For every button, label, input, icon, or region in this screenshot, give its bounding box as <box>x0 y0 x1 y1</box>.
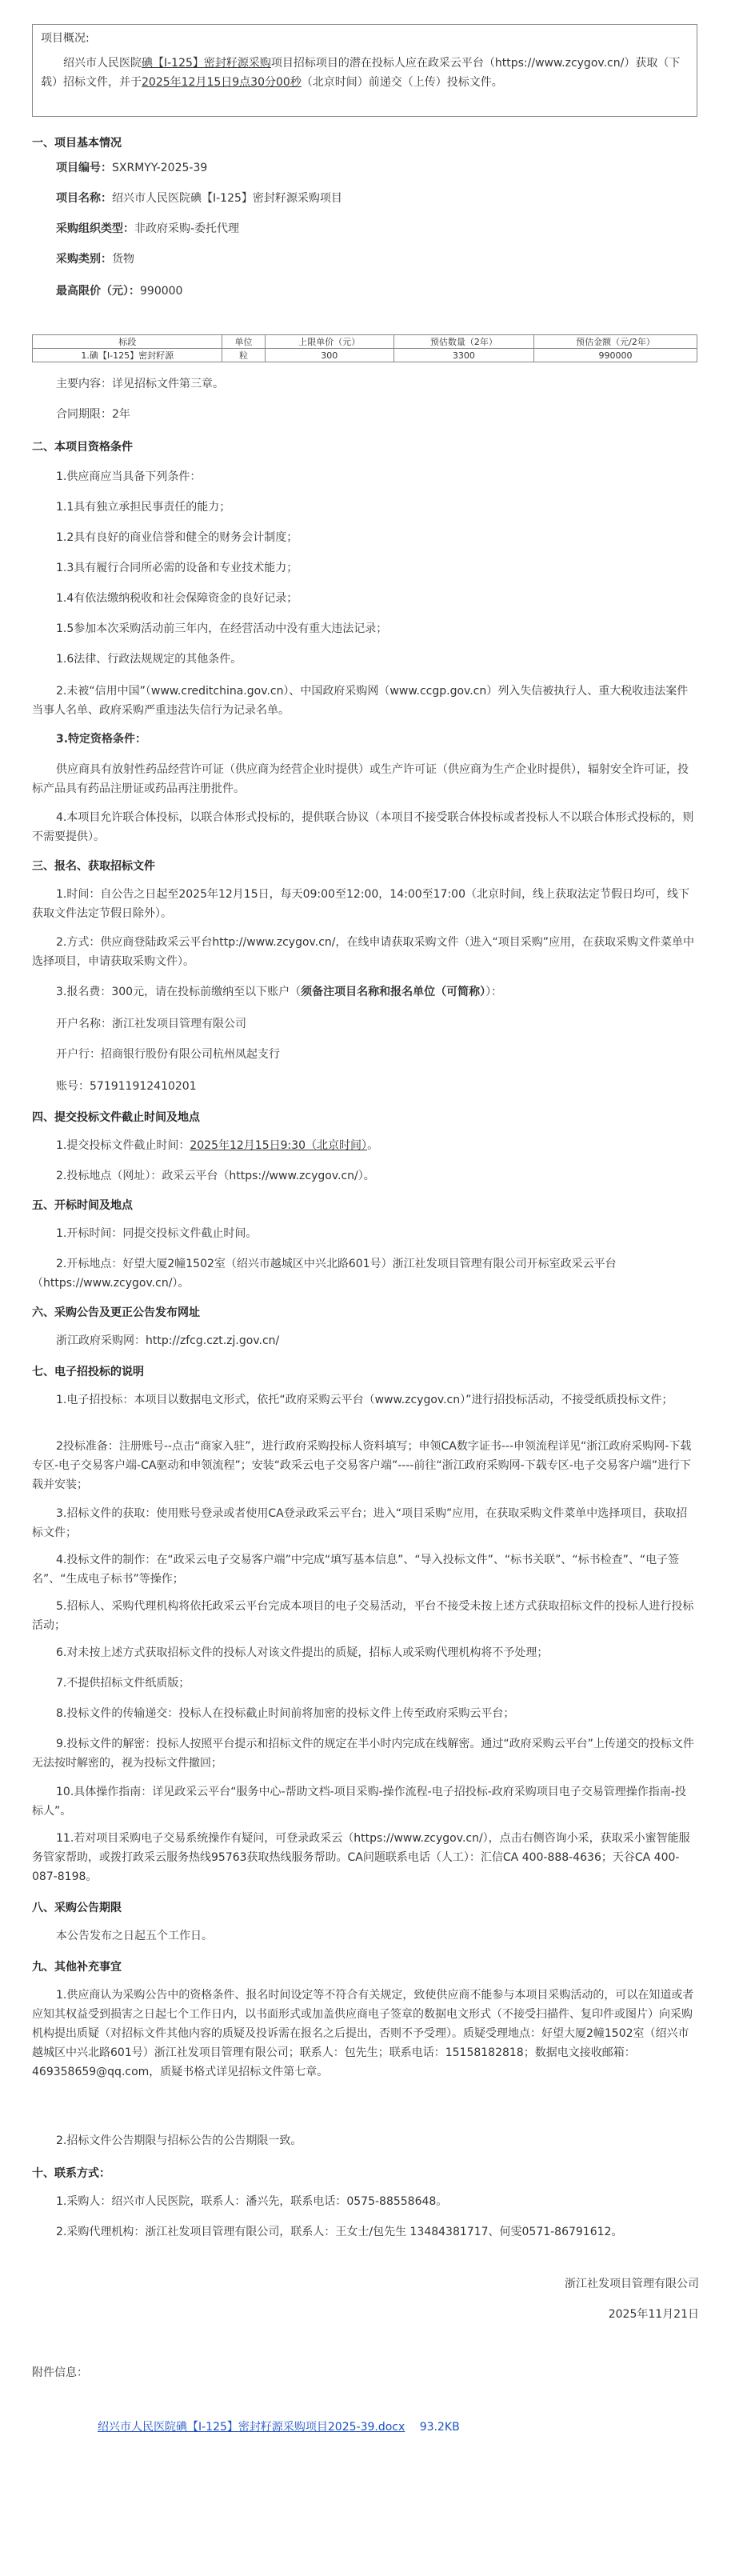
qual-item-4: 4.本项目允许联合体投标，以联合体形式投标的，提供联合协议（本项目不接受联合体投标或者投标人不以联合体形式投标的，则不需要提供）。 <box>32 811 694 843</box>
qual-item-3-title: 3.特定资格条件： <box>56 733 147 746</box>
section-9-title: 九、其他补充事宜 <box>32 1961 122 1974</box>
procurement-category: 采购类别：货物 <box>56 253 134 266</box>
section-10-title: 十、联系方式： <box>32 2167 110 2180</box>
opening-location: 2.开标地点：好望大厦2幢1502室（绍兴市越城区中兴北路601号）浙江社发项目管理有限公司开标室政采云平台（https://www.zcygov.cn/）。 <box>32 1258 617 1290</box>
submit-deadline: 1.提交投标文件截止时间：2025年12月15日9:30（北京时间）。 <box>56 1139 379 1152</box>
qual-item: 1.4有依法缴纳税收和社会保障资金的良好记录； <box>56 592 298 605</box>
signup-time: 1.时间：自公告之日起至2025年12月15日，每天09:00至12:00，14:00至17:00（北京时间，线上获取法定节假日均可，线下获取文件法定节假日除外）。 <box>32 888 689 920</box>
e-bid-item: 2投标准备：注册账号--点击“商家入驻”，进行政府采购投标人资料填写；申领CA数字证书---申领流程详见“浙江政府采购网-下载专区-电子交易客户端-CA驱动和申领流程”；安装“政采云电子交易客户端”----前往“浙江政府采购网-下载专区-电子交易客户端”进行下载并安装； <box>32 1440 692 1491</box>
e-bid-item: 8.投标文件的传输递交：投标人在投标截止时间前将加密的投标文件上传至政府采购云平台； <box>56 1707 515 1720</box>
table-header: 预估数量（2年） <box>393 335 533 349</box>
table-cell: 1.碘【I-125】密封籽源 <box>33 349 222 362</box>
section-5-title: 五、开标时间及地点 <box>32 1199 133 1212</box>
bank-name: 开户行：招商银行股份有限公司杭州凤起支行 <box>56 1048 280 1061</box>
footer-company: 浙江社发项目管理有限公司 <box>565 2278 699 2290</box>
signup-fee: 3.报名费：300元，请在投标前缴纳至以下账户（须备注项目名称和报名单位（可简称））： <box>56 986 503 998</box>
table-header: 标段 <box>33 335 222 349</box>
section-3-title: 三、报名、获取招标文件 <box>32 860 155 873</box>
attachment-size: 93.2KB <box>419 2421 460 2434</box>
e-bid-item: 6.对未按上述方式获取招标文件的投标人对该文件提出的质疑，招标人或采购代理机构将不予处理； <box>56 1646 549 1659</box>
section-2-title: 二、本项目资格条件 <box>32 441 133 454</box>
contract-period: 合同期限：2年 <box>56 408 130 421</box>
main-content: 主要内容：详见招标文件第三章。 <box>56 378 224 390</box>
section-4-title: 四、提交投标文件截止时间及地点 <box>32 1111 200 1124</box>
overview-text <box>41 54 689 92</box>
e-bid-item: 7.不提供招标文件纸质版； <box>56 1677 190 1690</box>
attachment-row <box>98 2418 731 2437</box>
e-bid-item: 10.具体操作指南：详见政采云平台“服务中心-帮助文档-项目采购-操作流程-电子招投标-政府采购项目电子交易管理操作指南-投标人”。 <box>32 1786 686 1818</box>
attachment-file-link[interactable]: 绍兴市人民医院碘【I-125】密封籽源采购项目2025-39.docx <box>98 2421 405 2434</box>
account-number: 账号：571911912410201 <box>56 1080 197 1093</box>
e-bid-item: 9.投标文件的解密：投标人按照平台提示和招标文件的规定在半小时内完成在线解密。通过“政府采购云平台”上传递交的投标文件无法按时解密的，视为投标文件撤回； <box>32 1738 694 1770</box>
table-cell: 990000 <box>533 349 697 362</box>
section-1-title: 一、项目基本情况 <box>32 137 122 150</box>
procurement-org-type: 采购组织类型：非政府采购-委托代理 <box>56 222 240 235</box>
qual-item: 1.3具有履行合同所必需的设备和专业技术能力； <box>56 562 298 574</box>
overview-before: 绍兴市人民医院 <box>63 57 142 70</box>
qual-item: 1.5参加本次采购活动前三年内，在经营活动中没有重大违法记录； <box>56 622 388 635</box>
publish-url: 浙江政府采购网：http://zfcg.czt.zj.gov.cn/ <box>56 1334 280 1347</box>
overview-caption: 项目概况: <box>41 32 90 45</box>
table-header: 上限单价（元） <box>265 335 393 349</box>
qual-item: 1.2具有良好的商业信誉和健全的财务会计制度； <box>56 531 298 544</box>
project-name: 项目名称：绍兴市人民医院碘【I-125】密封籽源采购项目 <box>56 192 342 205</box>
e-bid-item: 11.若对项目采购电子交易系统操作有疑问，可登录政采云（https://www.zcygov.cn/），点击右侧咨询小采，获取采小蜜智能服务管家帮助，或拨打政采云服务热线95763获取热线服务帮助。CA问题联系电话（人工）：汇信CA 400-888-4636；天谷CA 400-087-8198。 <box>32 1832 690 1883</box>
attachments-label: 附件信息： <box>32 2366 88 2379</box>
opening-time: 1.开标时间：同提交投标文件截止时间。 <box>56 1227 258 1240</box>
purchaser-contact: 1.采购人：绍兴市人民医院，联系人：潘兴先，联系电话：0575-88558648。 <box>56 2195 448 2208</box>
lot-table <box>32 334 697 362</box>
table-header: 预估金额（元/2年） <box>533 335 697 349</box>
e-bid-item: 4.投标文件的制作：在“政采云电子交易客户端”中完成“填写基本信息”、“导入投标文件”、“标书关联”、“标书检查”、“电子签名”、“生成电子标书”等操作； <box>32 1554 680 1586</box>
signup-method: 2.方式：供应商登陆政采云平台http://www.zcygov.cn/，在线申请获取采购文件（进入“项目采购”应用，在获取采购文件菜单中选择项目，申请获取采购文件）。 <box>32 936 694 968</box>
qual-item: 1.6法律、行政法规规定的其他条件。 <box>56 653 242 666</box>
price-limit: 最高限价（元）：990000 <box>56 285 183 298</box>
qual-item-3-text: 供应商具有放射性药品经营许可证（供应商为经营企业时提供）或生产许可证（供应商为生产企业时提供），辐射安全许可证，投标产品具有药品注册证或药品再注册批件。 <box>32 763 689 795</box>
e-bid-item: 1.电子招投标：本项目以数据电文形式，依托“政府采购云平台（www.zcygov.cn）”进行招投标活动，不接受纸质投标文件； <box>56 1394 673 1406</box>
overview-project-name: 碘【I-125】密封籽源采购 <box>142 57 271 70</box>
footer-date: 2025年11月21日 <box>608 2308 699 2321</box>
e-bid-item: 5.招标人、采购代理机构将依托政采云平台完成本项目的电子交易活动，平台不接受未按上述方式获取招标文件的投标人进行投标活动； <box>32 1600 694 1632</box>
section-6-title: 六、采购公告及更正公告发布网址 <box>32 1306 200 1319</box>
section-8-title: 八、采购公告期限 <box>32 1902 122 1914</box>
agency-contact: 2.采购代理机构：浙江社发项目管理有限公司，联系人：王女士/包先生 13484381717、何雯0571-86791612。 <box>56 2226 623 2238</box>
table-row <box>33 349 697 362</box>
table-cell: 3300 <box>393 349 533 362</box>
project-number: 项目编号：SXRMYY-2025-39 <box>56 162 208 174</box>
overview-after: （北京时间）前递交（上传）投标文件。 <box>301 76 503 89</box>
overview-mid: 项目招标项目的潜在投标人应在政采云平台（https://www.zcygov.cn/）获取（下载）招标文件，并于 <box>41 57 681 89</box>
table-cell: 300 <box>265 349 393 362</box>
submit-location: 2.投标地点（网址）：政采云平台（https://www.zcygov.cn/）。 <box>56 1170 375 1182</box>
table-cell: 粒 <box>222 349 265 362</box>
account-name: 开户名称：浙江社发项目管理有限公司 <box>56 1018 246 1030</box>
overview-deadline: 2025年12月15日9点30分00秒 <box>142 76 302 89</box>
qual-item: 1.1具有独立承担民事责任的能力； <box>56 501 231 514</box>
e-bid-item: 3.招标文件的获取：使用账号登录或者使用CA登录政采云平台；进入“项目采购”应用，在获取采购文件菜单中选择项目，获取招标文件； <box>32 1507 688 1539</box>
qual-item-2: 2.未被“信用中国”（www.creditchina.gov.cn）、中国政府采购网（www.ccgp.gov.cn）列入失信被执行人、重大税收违法案件当事人名单、政府采购严重违法失信行为记录名单。 <box>32 685 689 717</box>
period-note: 2.招标文件公告期限与招标公告的公告期限一致。 <box>56 2134 302 2147</box>
notice-period: 本公告发布之日起五个工作日。 <box>56 1930 213 1942</box>
qual-intro: 1.供应商应当具备下列条件： <box>56 470 202 483</box>
table-header: 单位 <box>222 335 265 349</box>
section-7-title: 七、电子招投标的说明 <box>32 1366 144 1378</box>
overview-box <box>32 24 697 117</box>
complaint-note: 1.供应商认为采购公告中的资格条件、报名时间设定等不符合有关规定，致使供应商不能参与本项目采购活动的，可以在知道或者应知其权益受到损害之日起七个工作日内，以书面形式或加盖供应商电子签章的数据电文形式（不接受扫描件、复印件或图片）向采购机构提出质疑（对招标文件其他内容的质疑及投诉需在报名之后提出，否则不予受理）。质疑受理地点：好望大厦2幢1502室（绍兴市越城区中兴北路601号）浙江社发项目管理有限公司；联系人：包先生；联系电话：15158182818；数据电文接收邮箱：469358659@qq.com，质疑书格式详见招标文件第七章。 <box>32 1989 694 2078</box>
